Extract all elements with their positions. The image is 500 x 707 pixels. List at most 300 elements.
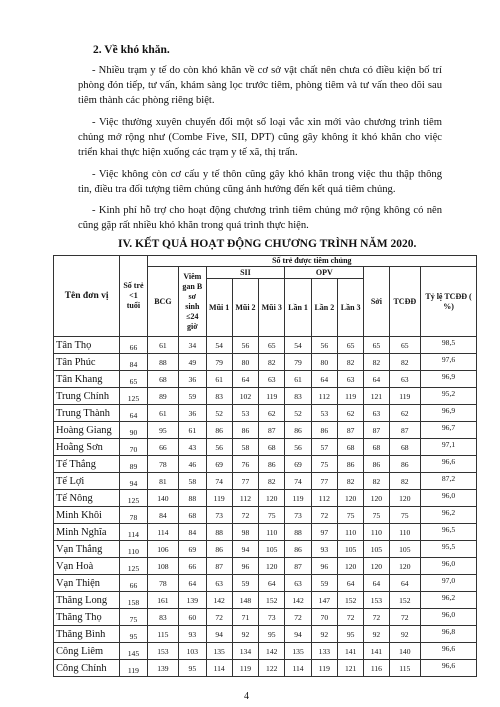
vaccination-count-cell: 119: [206, 490, 232, 507]
vaccination-count-cell: 88: [147, 354, 179, 371]
vaccination-count-cell: 82: [337, 354, 363, 371]
vaccination-count-cell: 87: [206, 558, 232, 575]
vaccination-count-cell: 142: [206, 592, 232, 609]
tcdd-rate-cell: 87,2: [421, 473, 477, 490]
table-row: [54, 456, 477, 473]
vaccination-count-cell: 56: [206, 439, 232, 456]
vaccination-count-cell: 105: [337, 541, 363, 558]
vaccination-count-cell: 120: [389, 490, 421, 507]
vaccination-count-cell: 93: [311, 541, 337, 558]
vaccination-count-cell: 60: [179, 609, 206, 626]
vaccination-count-cell: 135: [206, 643, 232, 660]
vaccination-count-cell: 94: [206, 626, 232, 643]
tcdd-rate-cell: 96,6: [421, 660, 477, 677]
vaccination-count-cell: 120: [364, 558, 389, 575]
unit-name-cell: Thăng Bình: [54, 626, 120, 643]
vaccination-count-cell: 152: [259, 592, 285, 609]
vaccination-count-cell: 73: [206, 507, 232, 524]
vaccination-count-cell: 112: [232, 490, 258, 507]
vaccination-count-cell: 65: [259, 337, 285, 354]
vaccination-count-cell: 86: [206, 541, 232, 558]
vaccination-count-cell: 63: [259, 371, 285, 388]
vaccination-count-cell: 73: [285, 507, 311, 524]
vaccination-count-cell: 61: [147, 337, 179, 354]
vaccination-count-cell: 77: [232, 473, 258, 490]
header-sii-dose-1: Mũi 1: [206, 279, 232, 337]
children-under-1-cell: 89: [120, 456, 147, 473]
vaccination-count-cell: 64: [232, 371, 258, 388]
vaccination-count-cell: 83: [147, 609, 179, 626]
vaccination-count-cell: 82: [259, 473, 285, 490]
tcdd-rate-cell: 96,6: [421, 643, 477, 660]
vaccination-count-cell: 142: [259, 643, 285, 660]
vaccination-count-cell: 110: [259, 524, 285, 541]
vaccination-count-cell: 62: [259, 405, 285, 422]
tcdd-rate-cell: 96,0: [421, 609, 477, 626]
vaccination-count-cell: 64: [389, 575, 421, 592]
paragraph-3: - Việc không còn cơ cấu y tế thôn cũng gây khó khăn trong việc thu thập thông tin, điều tra đối tượng tiêm chủng cũng ảnh hưởng đến kết quả tiêm chủng.: [78, 169, 442, 195]
vaccination-count-cell: 89: [147, 388, 179, 405]
section-2-heading: 2. Về khó khăn.: [93, 44, 170, 56]
header-sii-dose-3: Mũi 3: [259, 279, 285, 337]
vaccination-count-cell: 105: [389, 541, 421, 558]
vaccination-count-cell: 65: [364, 337, 389, 354]
vaccination-count-cell: 83: [206, 388, 232, 405]
vaccination-count-cell: 72: [232, 507, 258, 524]
vaccination-count-cell: 63: [389, 371, 421, 388]
tcdd-rate-cell: 96,8: [421, 626, 477, 643]
vaccination-count-cell: 92: [232, 626, 258, 643]
vaccination-count-cell: 58: [179, 473, 206, 490]
header-sii-dose-2: Mũi 2: [232, 279, 258, 337]
vaccination-count-cell: 69: [179, 541, 206, 558]
vaccination-count-cell: 139: [179, 592, 206, 609]
vaccination-count-cell: 114: [285, 660, 311, 677]
header-children-under-1: Số trẻ <1 tuổi: [120, 256, 147, 337]
unit-name-cell: Tân Thọ: [54, 337, 120, 354]
vaccination-count-cell: 87: [285, 558, 311, 575]
unit-name-cell: Thăng Long: [54, 592, 120, 609]
table-row: [54, 609, 477, 626]
vaccination-count-cell: 120: [337, 558, 363, 575]
vaccination-count-cell: 119: [285, 490, 311, 507]
vaccination-count-cell: 77: [311, 473, 337, 490]
vaccination-count-cell: 112: [311, 388, 337, 405]
vaccination-count-cell: 74: [206, 473, 232, 490]
tcdd-rate-cell: 98,5: [421, 337, 477, 354]
children-under-1-cell: 65: [120, 371, 147, 388]
vaccination-count-cell: 82: [364, 354, 389, 371]
vaccination-count-cell: 105: [364, 541, 389, 558]
vaccination-count-cell: 110: [389, 524, 421, 541]
vaccination-count-cell: 72: [337, 609, 363, 626]
vaccination-count-cell: 81: [147, 473, 179, 490]
vaccination-count-cell: 110: [337, 524, 363, 541]
table-row: [54, 490, 477, 507]
vaccination-count-cell: 63: [337, 371, 363, 388]
vaccination-count-cell: 83: [285, 388, 311, 405]
header-vaccinated-children: Số trẻ được tiêm chủng: [147, 256, 476, 267]
vaccination-count-cell: 63: [364, 405, 389, 422]
vaccination-count-cell: 120: [337, 490, 363, 507]
vaccination-count-cell: 68: [147, 371, 179, 388]
vaccination-count-cell: 88: [285, 524, 311, 541]
header-unit-name: Tên đơn vị: [54, 256, 120, 337]
vaccination-count-cell: 72: [389, 609, 421, 626]
vaccination-count-cell: 82: [259, 354, 285, 371]
unit-name-cell: Vạn Hoà: [54, 558, 120, 575]
unit-name-cell: Công Liêm: [54, 643, 120, 660]
vaccination-count-cell: 96: [232, 558, 258, 575]
tcdd-rate-cell: 97,6: [421, 354, 477, 371]
vaccination-count-cell: 75: [259, 507, 285, 524]
table-row: [54, 388, 477, 405]
vaccination-count-cell: 86: [232, 422, 258, 439]
vaccination-count-cell: 87: [259, 422, 285, 439]
vaccination-count-cell: 103: [179, 643, 206, 660]
unit-name-cell: Tế Thắng: [54, 456, 120, 473]
vaccination-count-cell: 87: [364, 422, 389, 439]
table-row: [54, 422, 477, 439]
header-tcdd-rate: Tỷ lệ TCĐĐ ( %): [421, 267, 477, 337]
vaccination-count-cell: 66: [179, 558, 206, 575]
table-row: [54, 660, 477, 677]
vaccination-count-cell: 86: [337, 456, 363, 473]
vaccination-count-cell: 121: [337, 660, 363, 677]
tcdd-rate-cell: 96,9: [421, 405, 477, 422]
vaccination-count-cell: 70: [311, 609, 337, 626]
vaccination-count-cell: 61: [285, 371, 311, 388]
vaccination-count-cell: 86: [389, 456, 421, 473]
table-row: [54, 575, 477, 592]
vaccination-count-cell: 62: [337, 405, 363, 422]
tcdd-rate-cell: 95,2: [421, 388, 477, 405]
vaccination-count-cell: 72: [364, 609, 389, 626]
vaccination-count-cell: 98: [232, 524, 258, 541]
vaccination-count-cell: 53: [232, 405, 258, 422]
vaccination-count-cell: 114: [206, 660, 232, 677]
vaccination-count-cell: 120: [364, 490, 389, 507]
vaccination-count-cell: 80: [311, 354, 337, 371]
paragraph-2: - Việc thường xuyên chuyển đổi một số loại vắc xin mới vào chương trình tiêm chủng mở rộng như (Combe Five, SII, DPT) cũng gây không ít khó khăn cho việc triển khai thực hiện xuống các trạm y tế xã, thị trấn.: [78, 117, 442, 158]
paragraph-4: - Kinh phí hỗ trợ cho hoạt động chương trình tiêm chủng mở rộng không có nên cũng gặp rất nhiều khó khăn trong quá trình thực hiện.: [78, 205, 442, 231]
header-opv: OPV: [285, 267, 364, 279]
vaccination-count-cell: 78: [147, 575, 179, 592]
tcdd-rate-cell: 96,5: [421, 524, 477, 541]
vaccination-count-cell: 61: [147, 405, 179, 422]
tcdd-rate-cell: 96,0: [421, 490, 477, 507]
vaccination-count-cell: 52: [285, 405, 311, 422]
vaccination-count-cell: 115: [389, 660, 421, 677]
vaccination-count-cell: 46: [179, 456, 206, 473]
vaccination-count-cell: 34: [179, 337, 206, 354]
vaccination-count-cell: 54: [285, 337, 311, 354]
vaccination-count-cell: 95: [179, 660, 206, 677]
vaccination-count-cell: 68: [179, 507, 206, 524]
page-number: 4: [244, 691, 249, 702]
children-under-1-cell: 125: [120, 558, 147, 575]
vaccination-count-cell: 79: [285, 354, 311, 371]
vaccination-count-cell: 87: [389, 422, 421, 439]
vaccination-count-cell: 92: [311, 626, 337, 643]
vaccination-count-cell: 71: [232, 609, 258, 626]
vaccination-count-cell: 95: [337, 626, 363, 643]
vaccination-count-cell: 153: [147, 643, 179, 660]
header-measles: Sởi: [364, 267, 389, 337]
vaccination-count-cell: 56: [232, 337, 258, 354]
header-bcg: BCG: [147, 267, 179, 337]
unit-name-cell: Thăng Thọ: [54, 609, 120, 626]
vaccination-count-cell: 66: [147, 439, 179, 456]
vaccination-count-cell: 75: [337, 507, 363, 524]
header-opv-dose-1: Lần 1: [285, 279, 311, 337]
vaccination-count-cell: 119: [259, 388, 285, 405]
tcdd-rate-cell: 95,5: [421, 541, 477, 558]
vaccination-count-cell: 59: [232, 575, 258, 592]
vaccination-count-cell: 49: [179, 354, 206, 371]
vaccination-count-cell: 161: [147, 592, 179, 609]
vaccination-count-cell: 94: [285, 626, 311, 643]
header-tcdd: TCĐĐ: [389, 267, 421, 337]
unit-name-cell: Công Chính: [54, 660, 120, 677]
vaccination-count-cell: 82: [389, 473, 421, 490]
table-row: [54, 405, 477, 422]
vaccination-count-cell: 88: [179, 490, 206, 507]
vaccination-count-cell: 78: [147, 456, 179, 473]
vaccination-count-cell: 108: [147, 558, 179, 575]
header-sii: SII: [206, 267, 285, 279]
unit-name-cell: Hoằng Sơn: [54, 439, 120, 456]
children-under-1-cell: 90: [120, 422, 147, 439]
vaccination-count-cell: 119: [232, 660, 258, 677]
vaccination-count-cell: 75: [311, 456, 337, 473]
unit-name-cell: Minh Nghĩa: [54, 524, 120, 541]
vaccination-count-cell: 68: [337, 439, 363, 456]
vaccination-count-cell: 64: [364, 575, 389, 592]
vaccination-count-cell: 121: [364, 388, 389, 405]
section-4-heading: IV. KẾT QUẢ HOẠT ĐỘNG CHƯƠNG TRÌNH NĂM 2020.: [118, 238, 417, 250]
children-under-1-cell: 66: [120, 337, 147, 354]
unit-name-cell: Trung Thành: [54, 405, 120, 422]
tcdd-rate-cell: 96,2: [421, 507, 477, 524]
children-under-1-cell: 114: [120, 524, 147, 541]
vaccination-count-cell: 97: [311, 524, 337, 541]
vaccination-count-cell: 82: [364, 473, 389, 490]
vaccination-count-cell: 120: [389, 558, 421, 575]
vaccination-count-cell: 53: [311, 405, 337, 422]
vaccination-count-cell: 43: [179, 439, 206, 456]
vaccination-count-cell: 65: [389, 337, 421, 354]
children-under-1-cell: 64: [120, 405, 147, 422]
vaccination-count-cell: 88: [206, 524, 232, 541]
children-under-1-cell: 125: [120, 490, 147, 507]
vaccination-count-cell: 82: [389, 354, 421, 371]
vaccination-count-cell: 36: [179, 371, 206, 388]
tcdd-rate-cell: 97,1: [421, 439, 477, 456]
vaccination-count-cell: 72: [311, 507, 337, 524]
table-row: [54, 558, 477, 575]
vaccination-count-cell: 54: [206, 337, 232, 354]
vaccination-count-cell: 140: [147, 490, 179, 507]
vaccination-count-cell: 119: [337, 388, 363, 405]
vaccination-count-cell: 148: [232, 592, 258, 609]
vaccination-count-cell: 75: [389, 507, 421, 524]
vaccination-count-cell: 62: [389, 405, 421, 422]
children-under-1-cell: 125: [120, 388, 147, 405]
vaccination-count-cell: 75: [364, 507, 389, 524]
vaccination-count-cell: 74: [285, 473, 311, 490]
vaccination-count-cell: 82: [337, 473, 363, 490]
unit-name-cell: Vạn Thắng: [54, 541, 120, 558]
paragraph-1: - Nhiều trạm y tế do còn khó khăn về cơ sở vật chất nên chưa có điều kiện bố trí phòng đón tiếp, tư vấn, khám sàng lọc trước tiêm, phòng tiêm và tư vấn theo dõi sau tiêm thành các phòng riêng biệt.: [78, 65, 442, 106]
vaccination-count-cell: 152: [337, 592, 363, 609]
table-row: [54, 592, 477, 609]
vaccination-count-cell: 153: [364, 592, 389, 609]
vaccination-count-cell: 84: [179, 524, 206, 541]
vaccination-count-cell: 92: [364, 626, 389, 643]
vaccination-count-cell: 59: [179, 388, 206, 405]
vaccination-count-cell: 134: [232, 643, 258, 660]
vaccination-count-cell: 86: [364, 456, 389, 473]
tcdd-rate-cell: 96,0: [421, 558, 477, 575]
vaccination-count-cell: 86: [285, 541, 311, 558]
table-row: [54, 473, 477, 490]
unit-name-cell: Tế Lợi: [54, 473, 120, 490]
vaccination-count-cell: 135: [285, 643, 311, 660]
children-under-1-cell: 94: [120, 473, 147, 490]
vaccination-count-cell: 95: [259, 626, 285, 643]
vaccination-count-cell: 58: [232, 439, 258, 456]
vaccination-count-cell: 79: [206, 354, 232, 371]
vaccination-count-cell: 84: [147, 507, 179, 524]
vaccination-count-cell: 112: [311, 490, 337, 507]
tcdd-rate-cell: 96,7: [421, 422, 477, 439]
vaccination-count-cell: 116: [364, 660, 389, 677]
vaccination-count-cell: 142: [285, 592, 311, 609]
tcdd-rate-cell: 96,6: [421, 456, 477, 473]
vaccination-count-cell: 105: [259, 541, 285, 558]
vaccination-count-cell: 64: [311, 371, 337, 388]
vaccination-count-cell: 106: [147, 541, 179, 558]
vaccination-count-cell: 141: [364, 643, 389, 660]
vaccination-count-cell: 86: [259, 456, 285, 473]
table-row: [54, 626, 477, 643]
vaccination-count-cell: 115: [147, 626, 179, 643]
vaccination-count-cell: 120: [259, 490, 285, 507]
vaccination-count-cell: 61: [179, 422, 206, 439]
vaccination-results-table: [53, 255, 477, 677]
vaccination-count-cell: 56: [311, 337, 337, 354]
tcdd-rate-cell: 96,9: [421, 371, 477, 388]
unit-name-cell: Vạn Thiện: [54, 575, 120, 592]
vaccination-count-cell: 68: [389, 439, 421, 456]
vaccination-count-cell: 63: [285, 575, 311, 592]
vaccination-count-cell: 68: [259, 439, 285, 456]
vaccination-count-cell: 95: [147, 422, 179, 439]
vaccination-count-cell: 92: [389, 626, 421, 643]
table-row: [54, 337, 477, 354]
vaccination-count-cell: 64: [259, 575, 285, 592]
unit-name-cell: Trung Chính: [54, 388, 120, 405]
vaccination-count-cell: 139: [147, 660, 179, 677]
vaccination-count-cell: 141: [337, 643, 363, 660]
vaccination-count-cell: 120: [259, 558, 285, 575]
unit-name-cell: Tân Phúc: [54, 354, 120, 371]
vaccination-count-cell: 110: [364, 524, 389, 541]
table-row: [54, 643, 477, 660]
vaccination-count-cell: 93: [179, 626, 206, 643]
children-under-1-cell: 78: [120, 507, 147, 524]
vaccination-count-cell: 64: [337, 575, 363, 592]
vaccination-count-cell: 61: [206, 371, 232, 388]
header-opv-dose-3: Lần 3: [337, 279, 363, 337]
vaccination-count-cell: 76: [232, 456, 258, 473]
table-row: [54, 507, 477, 524]
vaccination-count-cell: 96: [311, 558, 337, 575]
children-under-1-cell: 66: [120, 575, 147, 592]
vaccination-count-cell: 57: [311, 439, 337, 456]
children-under-1-cell: 75: [120, 609, 147, 626]
header-hepatitis-b: Viêm gan B sơ sinh ≤24 giờ: [179, 267, 206, 337]
children-under-1-cell: 95: [120, 626, 147, 643]
vaccination-count-cell: 86: [285, 422, 311, 439]
vaccination-count-cell: 114: [147, 524, 179, 541]
children-under-1-cell: 70: [120, 439, 147, 456]
children-under-1-cell: 145: [120, 643, 147, 660]
vaccination-count-cell: 69: [285, 456, 311, 473]
header-opv-dose-2: Lần 2: [311, 279, 337, 337]
vaccination-count-cell: 140: [389, 643, 421, 660]
vaccination-count-cell: 86: [311, 422, 337, 439]
vaccination-count-cell: 36: [179, 405, 206, 422]
vaccination-count-cell: 68: [364, 439, 389, 456]
vaccination-count-cell: 73: [259, 609, 285, 626]
table-row: [54, 541, 477, 558]
vaccination-count-cell: 59: [311, 575, 337, 592]
vaccination-count-cell: 69: [206, 456, 232, 473]
vaccination-count-cell: 64: [364, 371, 389, 388]
vaccination-count-cell: 63: [206, 575, 232, 592]
vaccination-count-cell: 122: [259, 660, 285, 677]
vaccination-count-cell: 87: [337, 422, 363, 439]
children-under-1-cell: 84: [120, 354, 147, 371]
vaccination-count-cell: 56: [285, 439, 311, 456]
vaccination-count-cell: 65: [337, 337, 363, 354]
children-under-1-cell: 110: [120, 541, 147, 558]
children-under-1-cell: 158: [120, 592, 147, 609]
vaccination-count-cell: 133: [311, 643, 337, 660]
unit-name-cell: Tế Nông: [54, 490, 120, 507]
unit-name-cell: Tân Khang: [54, 371, 120, 388]
unit-name-cell: Hoàng Giang: [54, 422, 120, 439]
vaccination-count-cell: 119: [389, 388, 421, 405]
table-row: [54, 371, 477, 388]
vaccination-count-cell: 52: [206, 405, 232, 422]
vaccination-count-cell: 94: [232, 541, 258, 558]
unit-name-cell: Minh Khôi: [54, 507, 120, 524]
table-row: [54, 354, 477, 371]
vaccination-count-cell: 80: [232, 354, 258, 371]
vaccination-count-cell: 152: [389, 592, 421, 609]
vaccination-count-cell: 72: [206, 609, 232, 626]
table-row: [54, 524, 477, 541]
vaccination-count-cell: 102: [232, 388, 258, 405]
vaccination-count-cell: 119: [311, 660, 337, 677]
children-under-1-cell: 119: [120, 660, 147, 677]
tcdd-rate-cell: 97,0: [421, 575, 477, 592]
tcdd-rate-cell: 96,2: [421, 592, 477, 609]
vaccination-count-cell: 86: [206, 422, 232, 439]
